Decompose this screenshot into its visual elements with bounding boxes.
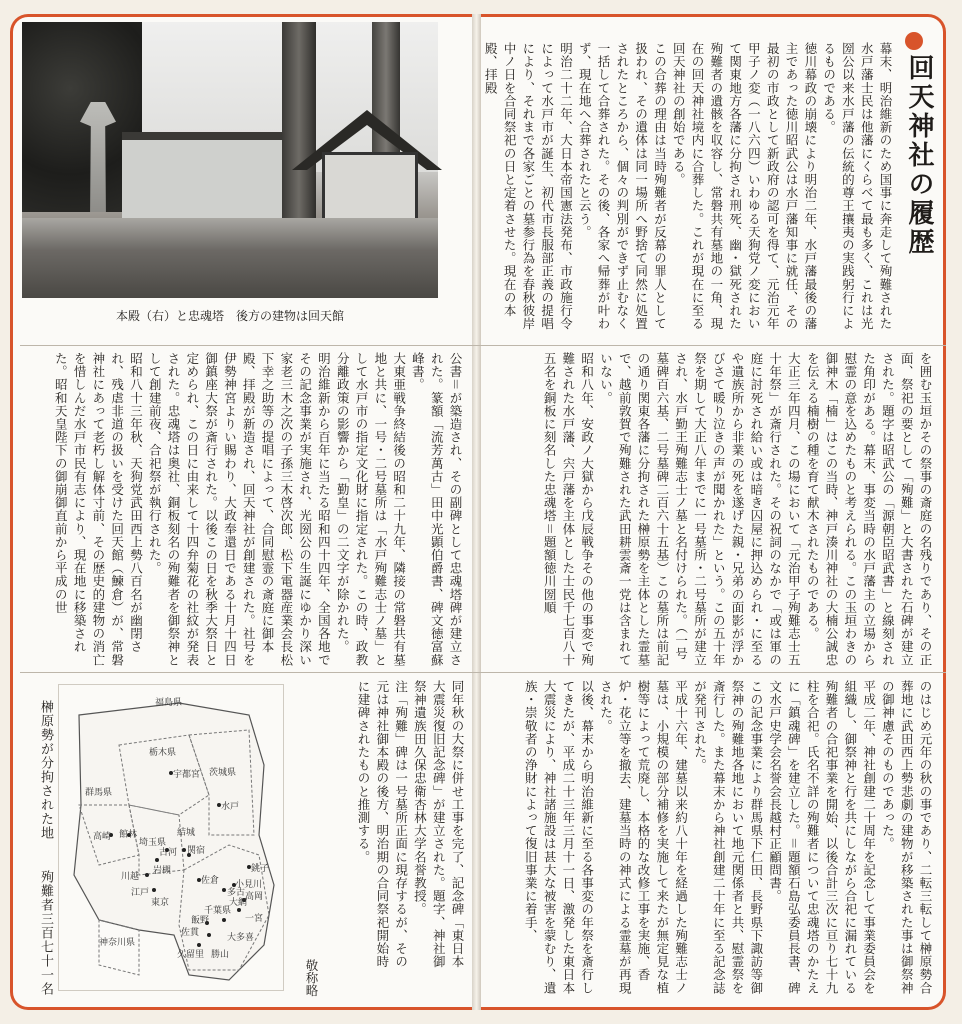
- map-label: 一宮: [245, 914, 264, 924]
- map-label: 銚子: [251, 864, 270, 874]
- right-top-text: 幕末、明治維新のため国事に奔走して殉難された水戸藩士民は他藩にくらべて最も多く、これは光圀公以来水戸藩の伝統的尊王攘夷の実践躬行によるものである。 徳川幕政の崩壊により明治二年、水戸藩最後の藩主であった徳川昭武公は水戸藩知事に就任、その最初の市政として新政府の認可を得て、元治元年甲子ノ変（一八六四）いわゆる天狗党ノ変において関東地方各藩に分拘され刑死、幽・獄死された殉難者の遺骸を収容し、常磐共有墓地の一角、現在の回天神社境内に合葬した。これが現在に至る回天神社の創始である。 この合葬の理由は当時殉難者が反幕の罪人として扱われ、その遺体は同一場所へ野捨て同然に処置されたところから、個々の判別ができず止むなく一括して合葬された。その後、各家へ帰葬が叶わず、現在地へ合葬されたと云う。 明治二十二年、大日本帝国憲法発布、市政施行令によって水戸市が誕生、初代市長服部正義の提唱により、それまで各家ごとの墓参行為を春秋彼岸中ノ日を合同祭祀の日と定着させた。現在の本殿、拝殿: [483, 42, 893, 331]
- author-note: 敬称略: [304, 958, 319, 996]
- page-title: 回天神社の履歴: [904, 54, 934, 257]
- map-label: 結城: [177, 828, 196, 838]
- map-label: 飯野: [191, 916, 210, 926]
- right-mid-text: を囲む玉垣かその祭事の斎庭の名残りであり、その正面、祭祀の要として「殉難」と大書された石碑が建立された。題字は昭武公の「源朝臣昭武書」と線刻された角印がある。幕末、事変当時の水戸藩主の立場から慰霊の意を込めたものと考えられる。この玉垣わきの御神木「楠」はこの当時、神戸湊川神社の大楠公誠忠を伝える楠樹の種を育て献木されたものである。 大正三年四月、この場において「元治甲子殉難志士五十年祭」が斎行された。その祝詞のなかで「或は軍の庭に討死され給い或は暗き囚屋に押込められ・に至るや遺族所から非業の死を遂げた親・兄弟の面影が浮かびさて暖り泣きの声が聞かれた」という。この五十年祭を期して大正八年までに一号墓所・二号墓所が建立され、水戸勤王殉難志士ノ墓と名付けられた。（一号墓碑百六基、二号墓碑二百六十五基）この墓所は前記の通り関東各藩に分拘された榊原勢を主体とした霊墓で、越前敦賀で殉難された武田耕雲斎一党は含まれていない。 昭和八年、安政ノ大獄から戊辰戦争その他の事変で殉難された水戸藩、宍戸藩を主体とした士民千七百八十五名を銅板に刻名した忠魂塔＝題額徳川圀順: [542, 352, 933, 667]
- kaitenkan-building-image: [122, 132, 292, 230]
- map-label: 関宿: [187, 846, 206, 856]
- map-label: 埼玉県: [139, 838, 167, 848]
- map-label: 高岡: [245, 892, 264, 902]
- right-bottom-block: [494, 680, 934, 1000]
- map-caption-2: 殉難者三百七十一名: [38, 870, 53, 996]
- map-label: 宇都宮: [173, 770, 201, 780]
- left-bottom-block: [300, 680, 466, 1000]
- map-label: 江戸: [131, 888, 150, 898]
- kanto-map: [58, 684, 284, 991]
- left-mid-block: [24, 352, 464, 668]
- map-label: 茨城県: [209, 768, 237, 778]
- map-label: 大網: [229, 898, 248, 908]
- left-bottom-text: 同年秋の大祭に併せ工事を完了、記念碑「東日本大震災復旧記念碑」が建立された。題字、神社御祭神遺族田久保忠衛杏林大学名誉教授。 注「殉難」碑は一号墓所正面に現存するが、その元は神社御本殿の後方、明治期の合同祭祀開始時に建碑されたものと推測する。: [356, 680, 465, 969]
- divider-top: [20, 345, 946, 346]
- map-label: 岩槻: [153, 866, 172, 876]
- map-label: 大多喜: [227, 933, 255, 943]
- map-label: 福島県: [155, 698, 183, 708]
- map-label: 小見川: [235, 880, 263, 890]
- right-bottom-text: のはじめ元年の秋の事であり、二転三転して榊原勢合葬地に武田西上勢悲劇の建物が移築された事は御祭神の御神慮そのものであった。 平成二年、神社創建二十周年を記念して事業委員会を組織し、御祭神と行を共にしながら合祀に漏れている殉難者の合祀事業を開始、以後合計三次に亘り七十九柱を合祀。氏名不詳の殉難者について忠魂塔のかたえに「鎮魂碑」を建立した。＝題額石島弘委員長書、碑文水戸史学会名誉会長越村正顧問書。 この記念事業により群馬県下仁田、長野県下諏訪等御祭神の殉難地各地において地元関係者と共、慰霊祭を斎行した。また幕末から神社創建二十年に至る記念誌が発刊された。 平成十六年、建墓以来約八十年を経過した殉難志士ノ墓は、小規模の部分補修を実施して来たが無定見な植樹等によって荒廃し、本格的な改修工事を実施、香炉・花立等を撤去、建墓当時の神式による霊墓が再現された。 以後、幕末から明治維新に至る各事変の年祭を斎行してきたが、平成二十三年三月十一日、激発した東日本大震災により、神社諸施設は甚大な被害を蒙むり、遺族・崇敬者の浄財によって復旧事業に着手、: [523, 680, 933, 995]
- page-title-wrap: [901, 54, 938, 257]
- map-label: 佐倉: [201, 876, 220, 886]
- map-caption-1: 榊原勢が分拘された地: [38, 700, 53, 840]
- divider-bottom: [20, 672, 946, 673]
- map-label: 館林: [119, 830, 138, 840]
- map-label: 古河: [159, 848, 178, 858]
- left-mid-text: 公書＝が築造され、その副碑として忠魂塔碑が建立された。篆額「流芳萬古」田中光顕伯爵書、碑文徳富蘇峰書。 大東亜戦争終結後の昭和二十九年、隣接の常磐共有墓地と共に、一号・二号墓所は「水戸殉難志士ノ墓」として水戸市の指定文化財に指定された。この時、政教分離政策の影響から「勤皇」の二文字が除かれた。 明治維新から百年に当たる昭和四十四年、全国各地でその記念事業が実施され、光圀公の生誕にゆかり深い家老三木之次の子孫三木啓次郎、松下電器産業会長松下幸之助等の提唱によって、合同慰霊の斎庭に御本殿、拝殿が新造され、回天神社が創建された。社号を伊勢神宮よりい賜わり、大政奉還日である十月十四日御鎮座大祭が斎行された。以後この日を秋季大祭日と定められ、この日に由来して十四弁菊花の社紋が発表された。忠魂塔は奥社、銅板刻名の殉難者を御祭神として創建前夜、合祀祭が執行された。 昭和八十三年秋、天狗党武田西上勢八百名が幽閉され、残虐非道の扱いを受けた回天館（鰊倉）が、常磐神社にあって老朽し解体寸前、その歴史的建物の消亡を惜しんだ水戸市民有志により、現在地に移築された。昭和天皇陛下の御崩御直前から平成の世: [53, 352, 463, 667]
- map-label: 佐貫: [181, 928, 200, 938]
- map-label: 高崎: [93, 832, 112, 842]
- right-mid-block: [494, 352, 934, 668]
- map-label: 神奈川県: [99, 938, 136, 948]
- map-label: 群馬県: [85, 788, 113, 798]
- shrine-photo: [22, 22, 438, 298]
- map-label: 多古: [227, 888, 246, 898]
- map-label: 栃木県: [149, 748, 177, 758]
- map-label: 東京: [151, 898, 170, 908]
- photo-caption: 本殿（右）と忠魂塔 後方の建物は回天館: [115, 309, 344, 323]
- map-label: 川越: [121, 872, 140, 882]
- right-top-block: [483, 42, 894, 340]
- map-label: 勝山: [211, 950, 230, 960]
- title-bullet-icon: [905, 32, 923, 50]
- map-label: 千葉県: [204, 906, 232, 916]
- map-label: 水戸: [221, 802, 240, 812]
- map-label: 久留里: [177, 950, 205, 960]
